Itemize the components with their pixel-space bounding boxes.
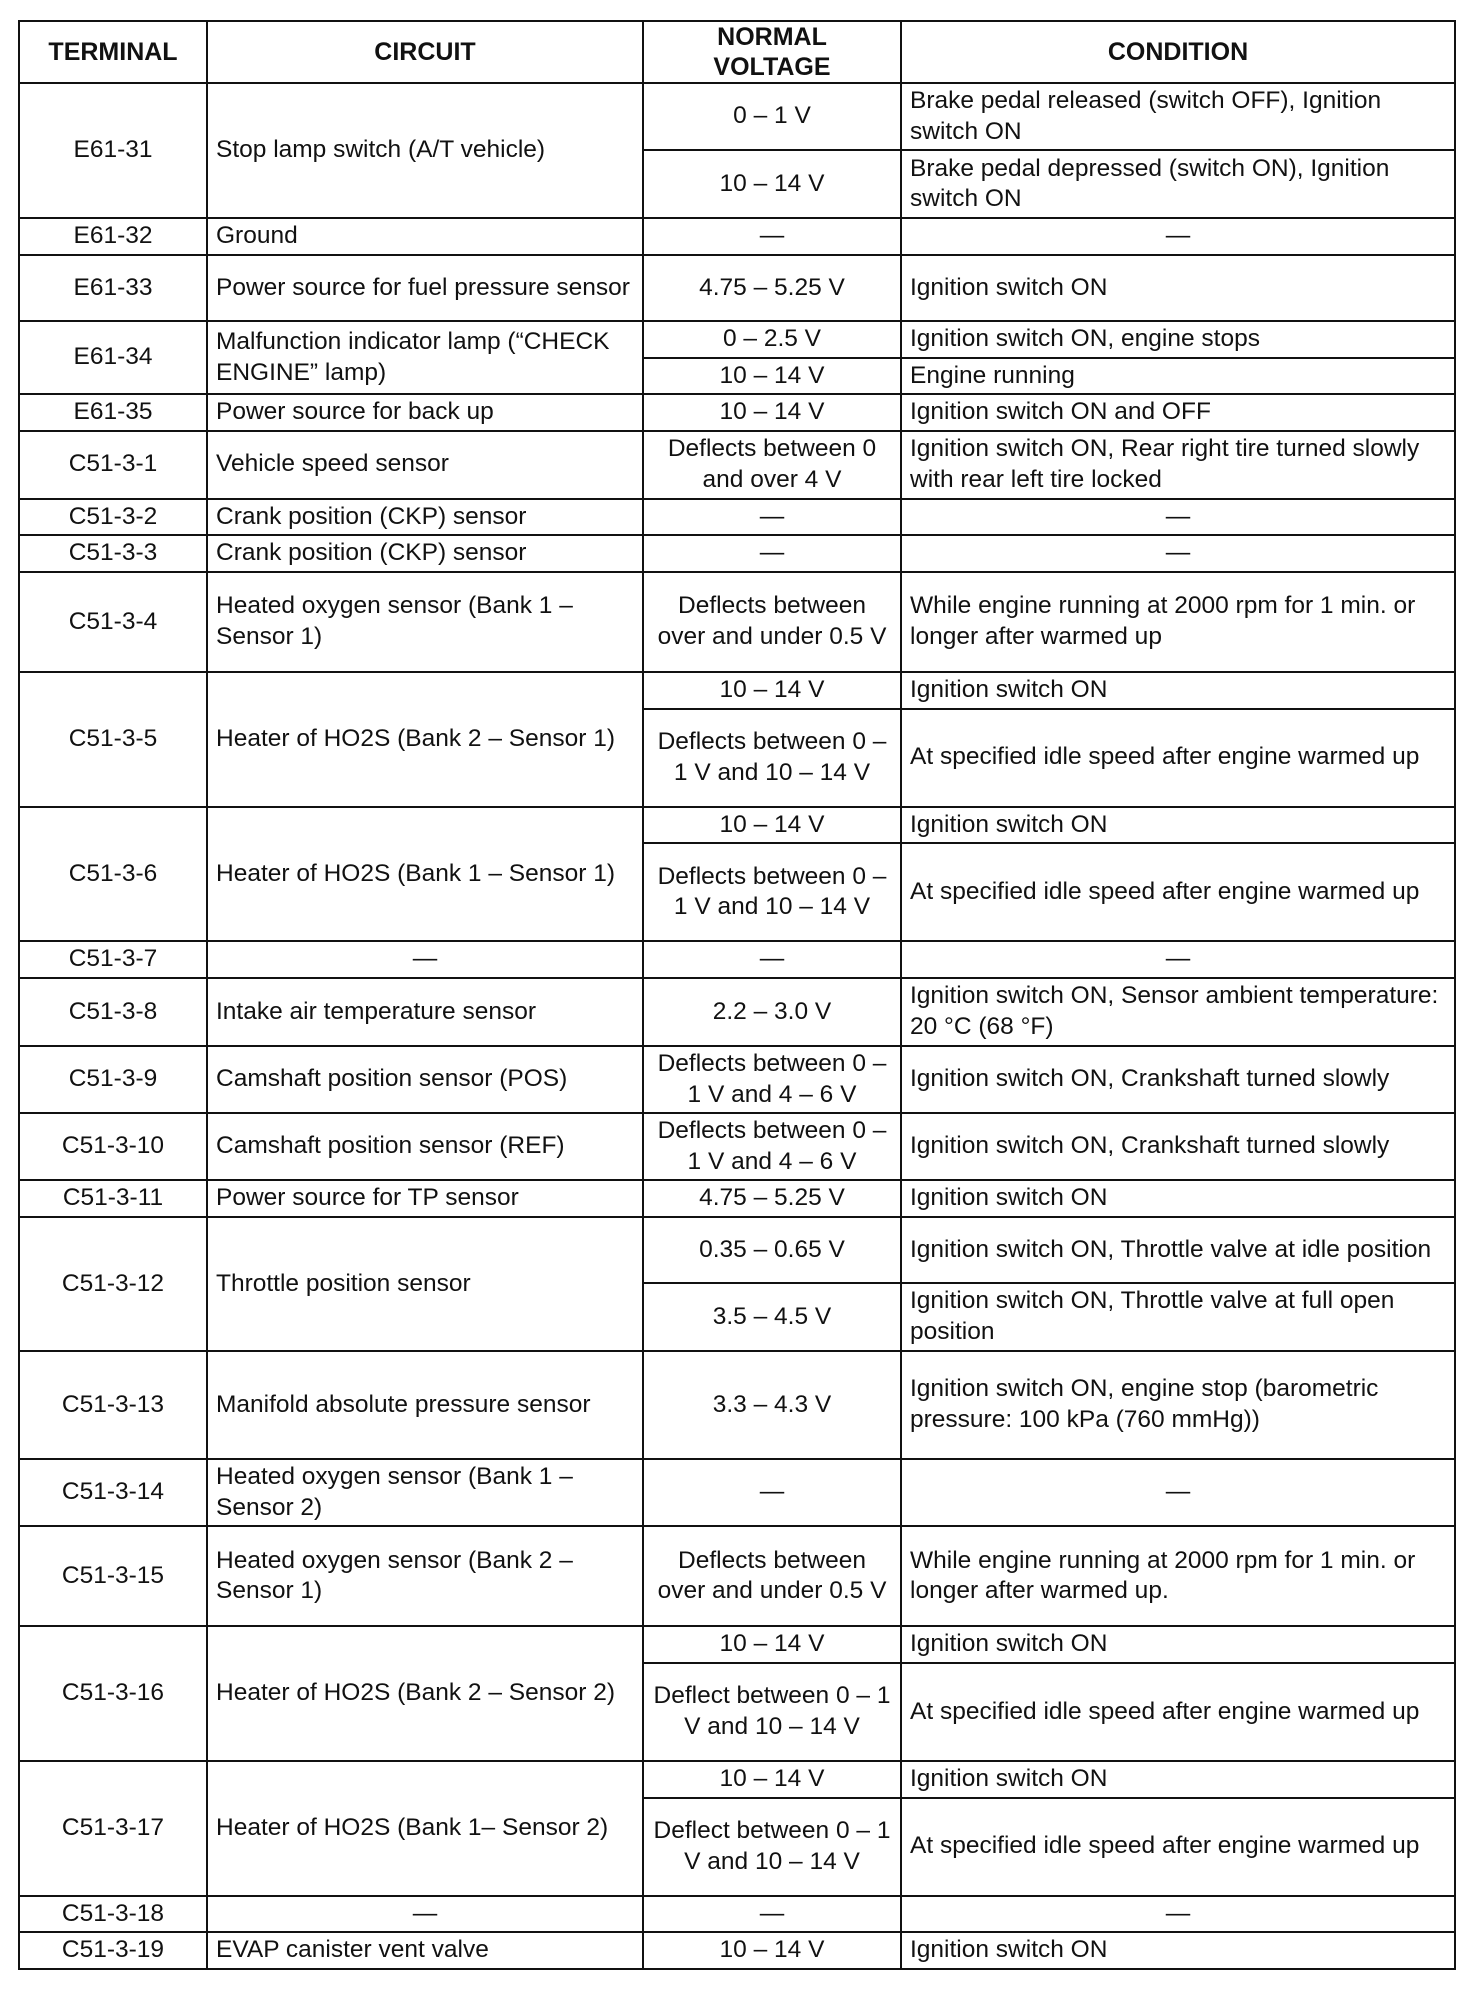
voltage-cell: Deflect between 0 – 1 V and 10 – 14 V <box>643 1663 901 1761</box>
condition-cell: At specified idle speed after engine warmed up <box>901 1798 1455 1896</box>
voltage-cell: 10 – 14 V <box>643 1626 901 1663</box>
voltage-cell: — <box>643 1896 901 1933</box>
condition-cell: — <box>901 218 1455 255</box>
terminal-cell: E61-33 <box>19 255 207 321</box>
voltage-cell: Deflects between 0 – 1 V and 10 – 14 V <box>643 709 901 807</box>
condition-cell: Ignition switch ON, engine stop (barometric pressure: 100 kPa (760 mmHg)) <box>901 1351 1455 1459</box>
circuit-cell: Ground <box>207 218 643 255</box>
table-row <box>19 1626 1455 1663</box>
circuit-cell: EVAP canister vent valve <box>207 1932 643 1969</box>
voltage-cell: 3.3 – 4.3 V <box>643 1351 901 1459</box>
table-row <box>19 535 1455 572</box>
condition-cell: — <box>901 1459 1455 1526</box>
circuit-cell: Heater of HO2S (Bank 2 – Sensor 2) <box>207 1626 643 1761</box>
table-row <box>19 1217 1455 1283</box>
terminal-cell: C51-3-3 <box>19 535 207 572</box>
voltage-cell: Deflects between 0 and over 4 V <box>643 431 901 499</box>
voltage-cell: Deflects between 0 – 1 V and 10 – 14 V <box>643 843 901 941</box>
terminal-cell: C51-3-12 <box>19 1217 207 1351</box>
terminal-cell: C51-3-1 <box>19 431 207 499</box>
condition-cell: Brake pedal depressed (switch ON), Ignition switch ON <box>901 150 1455 218</box>
table-header <box>19 21 1455 83</box>
table-row <box>19 941 1455 978</box>
terminal-cell: C51-3-17 <box>19 1761 207 1896</box>
voltage-cell: 10 – 14 V <box>643 807 901 844</box>
circuit-cell: Heated oxygen sensor (Bank 2 – Sensor 1) <box>207 1526 643 1626</box>
condition-cell: Ignition switch ON <box>901 255 1455 321</box>
condition-cell: Brake pedal released (switch OFF), Ignition switch ON <box>901 83 1455 150</box>
circuit-cell: Camshaft position sensor (REF) <box>207 1113 643 1180</box>
table-row <box>19 499 1455 536</box>
circuit-cell: Power source for fuel pressure sensor <box>207 255 643 321</box>
voltage-cell: — <box>643 941 901 978</box>
header-terminal: TERMINAL <box>19 21 207 83</box>
condition-cell: — <box>901 535 1455 572</box>
circuit-cell: Heater of HO2S (Bank 1– Sensor 2) <box>207 1761 643 1896</box>
table-row <box>19 255 1455 321</box>
voltage-cell: 2.2 – 3.0 V <box>643 978 901 1046</box>
voltage-cell: — <box>643 218 901 255</box>
terminal-cell: E61-35 <box>19 394 207 431</box>
table-row <box>19 394 1455 431</box>
terminal-spec-sheet <box>18 20 1454 1970</box>
condition-cell: Ignition switch ON, Rear right tire turned slowly with rear left tire locked <box>901 431 1455 499</box>
condition-cell: Ignition switch ON, Throttle valve at full open position <box>901 1283 1455 1351</box>
table-row <box>19 321 1455 358</box>
terminal-cell: C51-3-9 <box>19 1046 207 1113</box>
voltage-cell: 0 – 1 V <box>643 83 901 150</box>
circuit-cell: Crank position (CKP) sensor <box>207 535 643 572</box>
terminal-cell: C51-3-4 <box>19 572 207 672</box>
circuit-cell: Heater of HO2S (Bank 1 – Sensor 1) <box>207 807 643 942</box>
circuit-cell: Throttle position sensor <box>207 1217 643 1351</box>
condition-cell: — <box>901 941 1455 978</box>
voltage-cell: 10 – 14 V <box>643 672 901 709</box>
circuit-cell: — <box>207 941 643 978</box>
table-row <box>19 431 1455 499</box>
table-row <box>19 672 1455 709</box>
voltage-cell: 10 – 14 V <box>643 394 901 431</box>
table-row <box>19 1351 1455 1459</box>
condition-cell: Ignition switch ON <box>901 1932 1455 1969</box>
table-row <box>19 218 1455 255</box>
voltage-cell: Deflect between 0 – 1 V and 10 – 14 V <box>643 1798 901 1896</box>
voltage-cell: — <box>643 499 901 536</box>
condition-cell: At specified idle speed after engine warmed up <box>901 1663 1455 1761</box>
voltage-cell: Deflects between 0 – 1 V and 4 – 6 V <box>643 1046 901 1113</box>
voltage-cell: Deflects between over and under 0.5 V <box>643 572 901 672</box>
table-row <box>19 1526 1455 1626</box>
terminal-cell: C51-3-18 <box>19 1896 207 1933</box>
circuit-cell: Power source for back up <box>207 394 643 431</box>
table-body <box>19 83 1455 1969</box>
table-row <box>19 1046 1455 1113</box>
table-row <box>19 978 1455 1046</box>
circuit-cell: Intake air temperature sensor <box>207 978 643 1046</box>
condition-cell: While engine running at 2000 rpm for 1 min. or longer after warmed up <box>901 572 1455 672</box>
terminal-cell: E61-34 <box>19 321 207 394</box>
terminal-cell: C51-3-8 <box>19 978 207 1046</box>
terminal-cell: E61-32 <box>19 218 207 255</box>
table-row <box>19 1459 1455 1526</box>
condition-cell: Ignition switch ON <box>901 1761 1455 1798</box>
circuit-cell: Heated oxygen sensor (Bank 1 – Sensor 2) <box>207 1459 643 1526</box>
condition-cell: — <box>901 1896 1455 1933</box>
terminal-cell: C51-3-7 <box>19 941 207 978</box>
condition-cell: Ignition switch ON, Crankshaft turned slowly <box>901 1046 1455 1113</box>
condition-cell: Engine running <box>901 358 1455 395</box>
voltage-cell: 4.75 – 5.25 V <box>643 1180 901 1217</box>
voltage-cell: 3.5 – 4.5 V <box>643 1283 901 1351</box>
terminal-voltage-table <box>18 20 1456 1970</box>
header-voltage: NORMAL VOLTAGE <box>643 21 901 83</box>
condition-cell: Ignition switch ON and OFF <box>901 394 1455 431</box>
voltage-cell: — <box>643 1459 901 1526</box>
circuit-cell: Heater of HO2S (Bank 2 – Sensor 1) <box>207 672 643 807</box>
circuit-cell: Heated oxygen sensor (Bank 1 – Sensor 1) <box>207 572 643 672</box>
voltage-cell: 10 – 14 V <box>643 1932 901 1969</box>
terminal-cell: E61-31 <box>19 83 207 218</box>
condition-cell: Ignition switch ON, engine stops <box>901 321 1455 358</box>
table-row <box>19 1113 1455 1180</box>
voltage-cell: 10 – 14 V <box>643 150 901 218</box>
circuit-cell: Stop lamp switch (A/T vehicle) <box>207 83 643 218</box>
condition-cell: While engine running at 2000 rpm for 1 min. or longer after warmed up. <box>901 1526 1455 1626</box>
circuit-cell: Crank position (CKP) sensor <box>207 499 643 536</box>
circuit-cell: Vehicle speed sensor <box>207 431 643 499</box>
table-row <box>19 1180 1455 1217</box>
terminal-cell: C51-3-5 <box>19 672 207 807</box>
voltage-cell: Deflects between 0 – 1 V and 4 – 6 V <box>643 1113 901 1180</box>
table-row <box>19 807 1455 844</box>
header-circuit: CIRCUIT <box>207 21 643 83</box>
table-row <box>19 83 1455 150</box>
condition-cell: Ignition switch ON, Crankshaft turned slowly <box>901 1113 1455 1180</box>
terminal-cell: C51-3-2 <box>19 499 207 536</box>
circuit-cell: — <box>207 1896 643 1933</box>
terminal-cell: C51-3-16 <box>19 1626 207 1761</box>
circuit-cell: Manifold absolute pressure sensor <box>207 1351 643 1459</box>
circuit-cell: Camshaft position sensor (POS) <box>207 1046 643 1113</box>
voltage-cell: 10 – 14 V <box>643 358 901 395</box>
voltage-cell: 4.75 – 5.25 V <box>643 255 901 321</box>
voltage-cell: 0.35 – 0.65 V <box>643 1217 901 1283</box>
condition-cell: Ignition switch ON <box>901 1180 1455 1217</box>
voltage-cell: — <box>643 535 901 572</box>
terminal-cell: C51-3-19 <box>19 1932 207 1969</box>
condition-cell: Ignition switch ON <box>901 1626 1455 1663</box>
table-row <box>19 1932 1455 1969</box>
condition-cell: Ignition switch ON <box>901 672 1455 709</box>
circuit-cell: Power source for TP sensor <box>207 1180 643 1217</box>
voltage-cell: 10 – 14 V <box>643 1761 901 1798</box>
condition-cell: Ignition switch ON, Throttle valve at idle position <box>901 1217 1455 1283</box>
condition-cell: Ignition switch ON, Sensor ambient temperature: 20 °C (68 °F) <box>901 978 1455 1046</box>
table-row <box>19 572 1455 672</box>
condition-cell: Ignition switch ON <box>901 807 1455 844</box>
circuit-cell: Malfunction indicator lamp (“CHECK ENGINE” lamp) <box>207 321 643 394</box>
header-condition: CONDITION <box>901 21 1455 83</box>
condition-cell: At specified idle speed after engine warmed up <box>901 709 1455 807</box>
voltage-cell: Deflects between over and under 0.5 V <box>643 1526 901 1626</box>
terminal-cell: C51-3-6 <box>19 807 207 942</box>
terminal-cell: C51-3-13 <box>19 1351 207 1459</box>
terminal-cell: C51-3-15 <box>19 1526 207 1626</box>
terminal-cell: C51-3-14 <box>19 1459 207 1526</box>
terminal-cell: C51-3-11 <box>19 1180 207 1217</box>
table-row <box>19 1896 1455 1933</box>
table-row <box>19 1761 1455 1798</box>
terminal-cell: C51-3-10 <box>19 1113 207 1180</box>
condition-cell: — <box>901 499 1455 536</box>
voltage-cell: 0 – 2.5 V <box>643 321 901 358</box>
condition-cell: At specified idle speed after engine warmed up <box>901 843 1455 941</box>
